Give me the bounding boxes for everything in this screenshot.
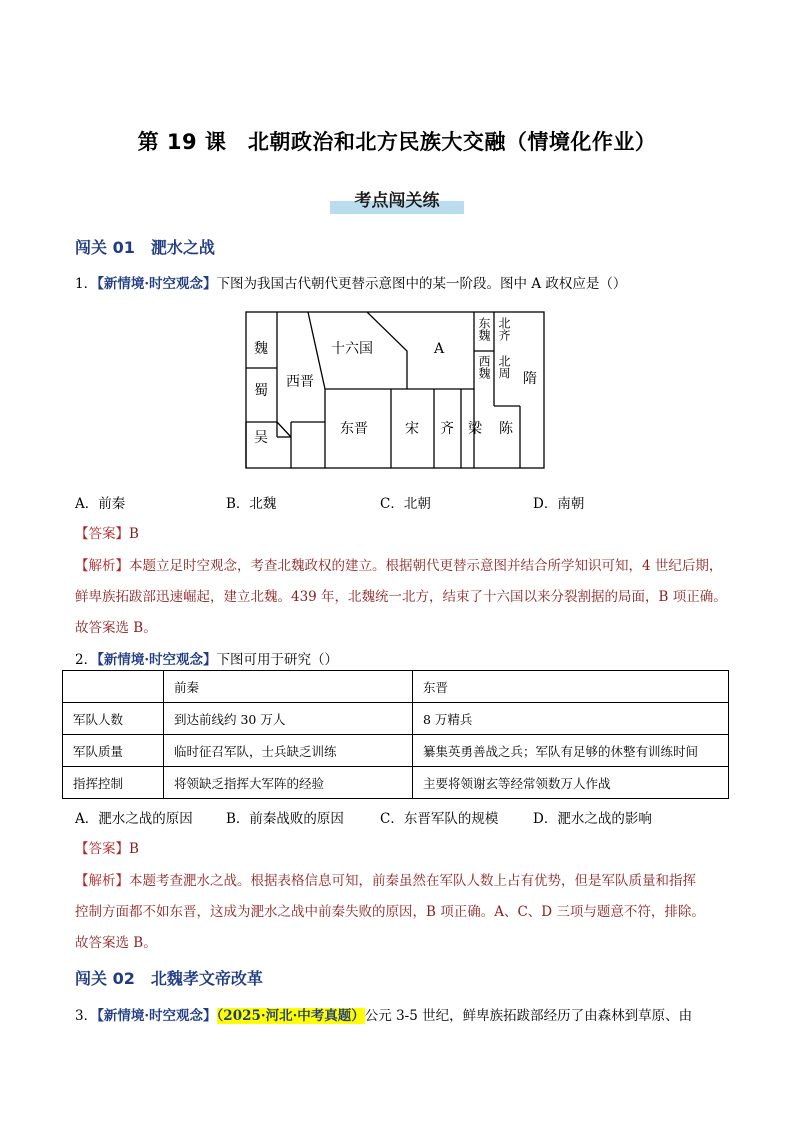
section-banner <box>330 186 464 214</box>
map-label-wei: 魏 <box>254 341 268 357</box>
question-1-option-d[interactable]: D．南朝 <box>533 496 585 512</box>
map-label-beiqi: 北齐 <box>497 317 511 341</box>
section-banner-text: 考点闯关练 <box>354 191 440 211</box>
question-2-number: 2． <box>75 652 98 668</box>
question-3-source-badge: （2025·河北·中考真题） <box>216 1008 365 1024</box>
question-1-explanation-line-2: 鲜卑族拓跋部迅速崛起，建立北魏。439 年，北魏统一北方，结束了十六国以来分裂割据的局面，B 项正确。 <box>75 589 727 605</box>
map-label-xiwei: 西魏 <box>477 355 491 379</box>
question-2-answer-value: B <box>129 841 139 857</box>
table-header-cell: 东晋 <box>413 671 729 703</box>
map-label-dongjin: 东晋 <box>340 421 368 437</box>
map-label-chen: 陈 <box>499 421 513 437</box>
question-3-stem <box>75 1004 692 1024</box>
table-row-label: 军队质量 <box>63 735 164 767</box>
table-cell: 主要将领谢玄等经常领数万人作战 <box>413 767 729 799</box>
question-1-option-b[interactable]: B．北魏 <box>226 496 277 512</box>
map-label-dongwei: 东魏 <box>477 317 491 341</box>
question-2-option-d[interactable]: D．淝水之战的影响 <box>533 811 652 827</box>
map-label-sui: 隋 <box>523 371 537 387</box>
table-cell: 临时征召军队，士兵缺乏训练 <box>164 735 413 767</box>
question-2-text: 下图可用于研究（） <box>216 652 339 668</box>
question-1-option-a[interactable]: A．前秦 <box>75 496 126 512</box>
table-row-label: 军队人数 <box>63 703 164 735</box>
table-row <box>63 703 729 735</box>
question-1-answer-tag: 【答案】 <box>75 526 129 542</box>
map-label-shu: 蜀 <box>254 383 268 399</box>
question-2-option-b[interactable]: B．前秦战败的原因 <box>226 811 344 827</box>
map-label-qi: 齐 <box>440 421 454 437</box>
table-cell: 到达前线约 30 万人 <box>164 703 413 735</box>
table-header-row <box>63 671 729 703</box>
table-cell: 纂集英勇善战之兵；军队有足够的休整有训练时间 <box>413 735 729 767</box>
question-2-explanation-line-3: 故答案选 B。 <box>75 935 157 951</box>
question-1-text: 下图为我国古代朝代更替示意图中的某一阶段。图中 A 政权应是（） <box>216 276 627 292</box>
map-label-wu: 吴 <box>254 430 268 446</box>
table-row <box>63 767 729 799</box>
map-label-shiliuguo: 十六国 <box>331 341 373 357</box>
level-heading-1: 闯关 01 淝水之战 <box>75 238 215 257</box>
question-1-answer <box>75 522 139 542</box>
comparison-table <box>62 670 729 799</box>
question-3-tag: 【新情境·时空观念】 <box>97 1008 217 1024</box>
question-1-explanation-line-3: 故答案选 B。 <box>75 620 157 636</box>
table-header-cell: 前秦 <box>164 671 413 703</box>
table-cell: 将领缺乏指挥大军阵的经验 <box>164 767 413 799</box>
question-2-answer-tag: 【答案】 <box>75 841 129 857</box>
map-label-xijin: 西晋 <box>286 374 314 390</box>
table-cell: 8 万精兵 <box>413 703 729 735</box>
question-2-tag: 【新情境·时空观念】 <box>97 652 217 668</box>
question-2-answer <box>75 837 139 857</box>
question-1-tag: 【新情境·时空观念】 <box>97 276 217 292</box>
map-label-liang: 梁 <box>468 421 482 437</box>
question-2-explanation-tag: 【解析】 <box>75 873 129 889</box>
question-2-explanation-line-2: 控制方面都不如东晋，这成为淝水之战中前秦失败的原因，B 项正确。A、C、D 三项与题意不符，排除。 <box>75 904 705 920</box>
table-row-label: 指挥控制 <box>63 767 164 799</box>
question-1-stem <box>75 272 626 292</box>
question-1-number: 1． <box>75 276 98 292</box>
question-1-option-c[interactable]: C．北朝 <box>380 496 431 512</box>
map-label-a: A <box>434 341 445 357</box>
question-2-option-c[interactable]: C．东晋军队的规模 <box>380 811 499 827</box>
table-row <box>63 735 729 767</box>
level-heading-2: 闯关 02 北魏孝文帝改革 <box>75 969 263 988</box>
question-3-number: 3． <box>75 1008 98 1024</box>
map-label-beizhou: 北周 <box>497 355 511 379</box>
question-1-explanation-tag: 【解析】 <box>75 558 129 574</box>
question-2-explanation-text-1: 本题考查淝水之战。根据表格信息可知，前秦虽然在军队人数上占有优势，但是军队质量和指挥 <box>129 873 696 889</box>
question-2-option-a[interactable]: A．淝水之战的原因 <box>75 811 193 827</box>
table-cell <box>63 671 164 703</box>
question-2-stem <box>75 648 338 668</box>
question-1-answer-value: B <box>129 526 139 542</box>
page-title: 第 19 课 北朝政治和北方民族大交融（情境化作业） <box>137 130 657 154</box>
question-3-text: 公元 3-5 世纪，鲜卑族拓跋部经历了由森林到草原、由 <box>364 1008 693 1024</box>
map-label-song: 宋 <box>405 421 419 437</box>
question-1-explanation-text-1: 本题立足时空观念，考查北魏政权的建立。根据朝代更替示意图并结合所学知识可知，4 世纪后期， <box>129 558 723 574</box>
question-1-explanation-line-1 <box>75 554 722 574</box>
question-2-explanation-line-1 <box>75 869 696 889</box>
dynasty-map <box>245 311 545 469</box>
